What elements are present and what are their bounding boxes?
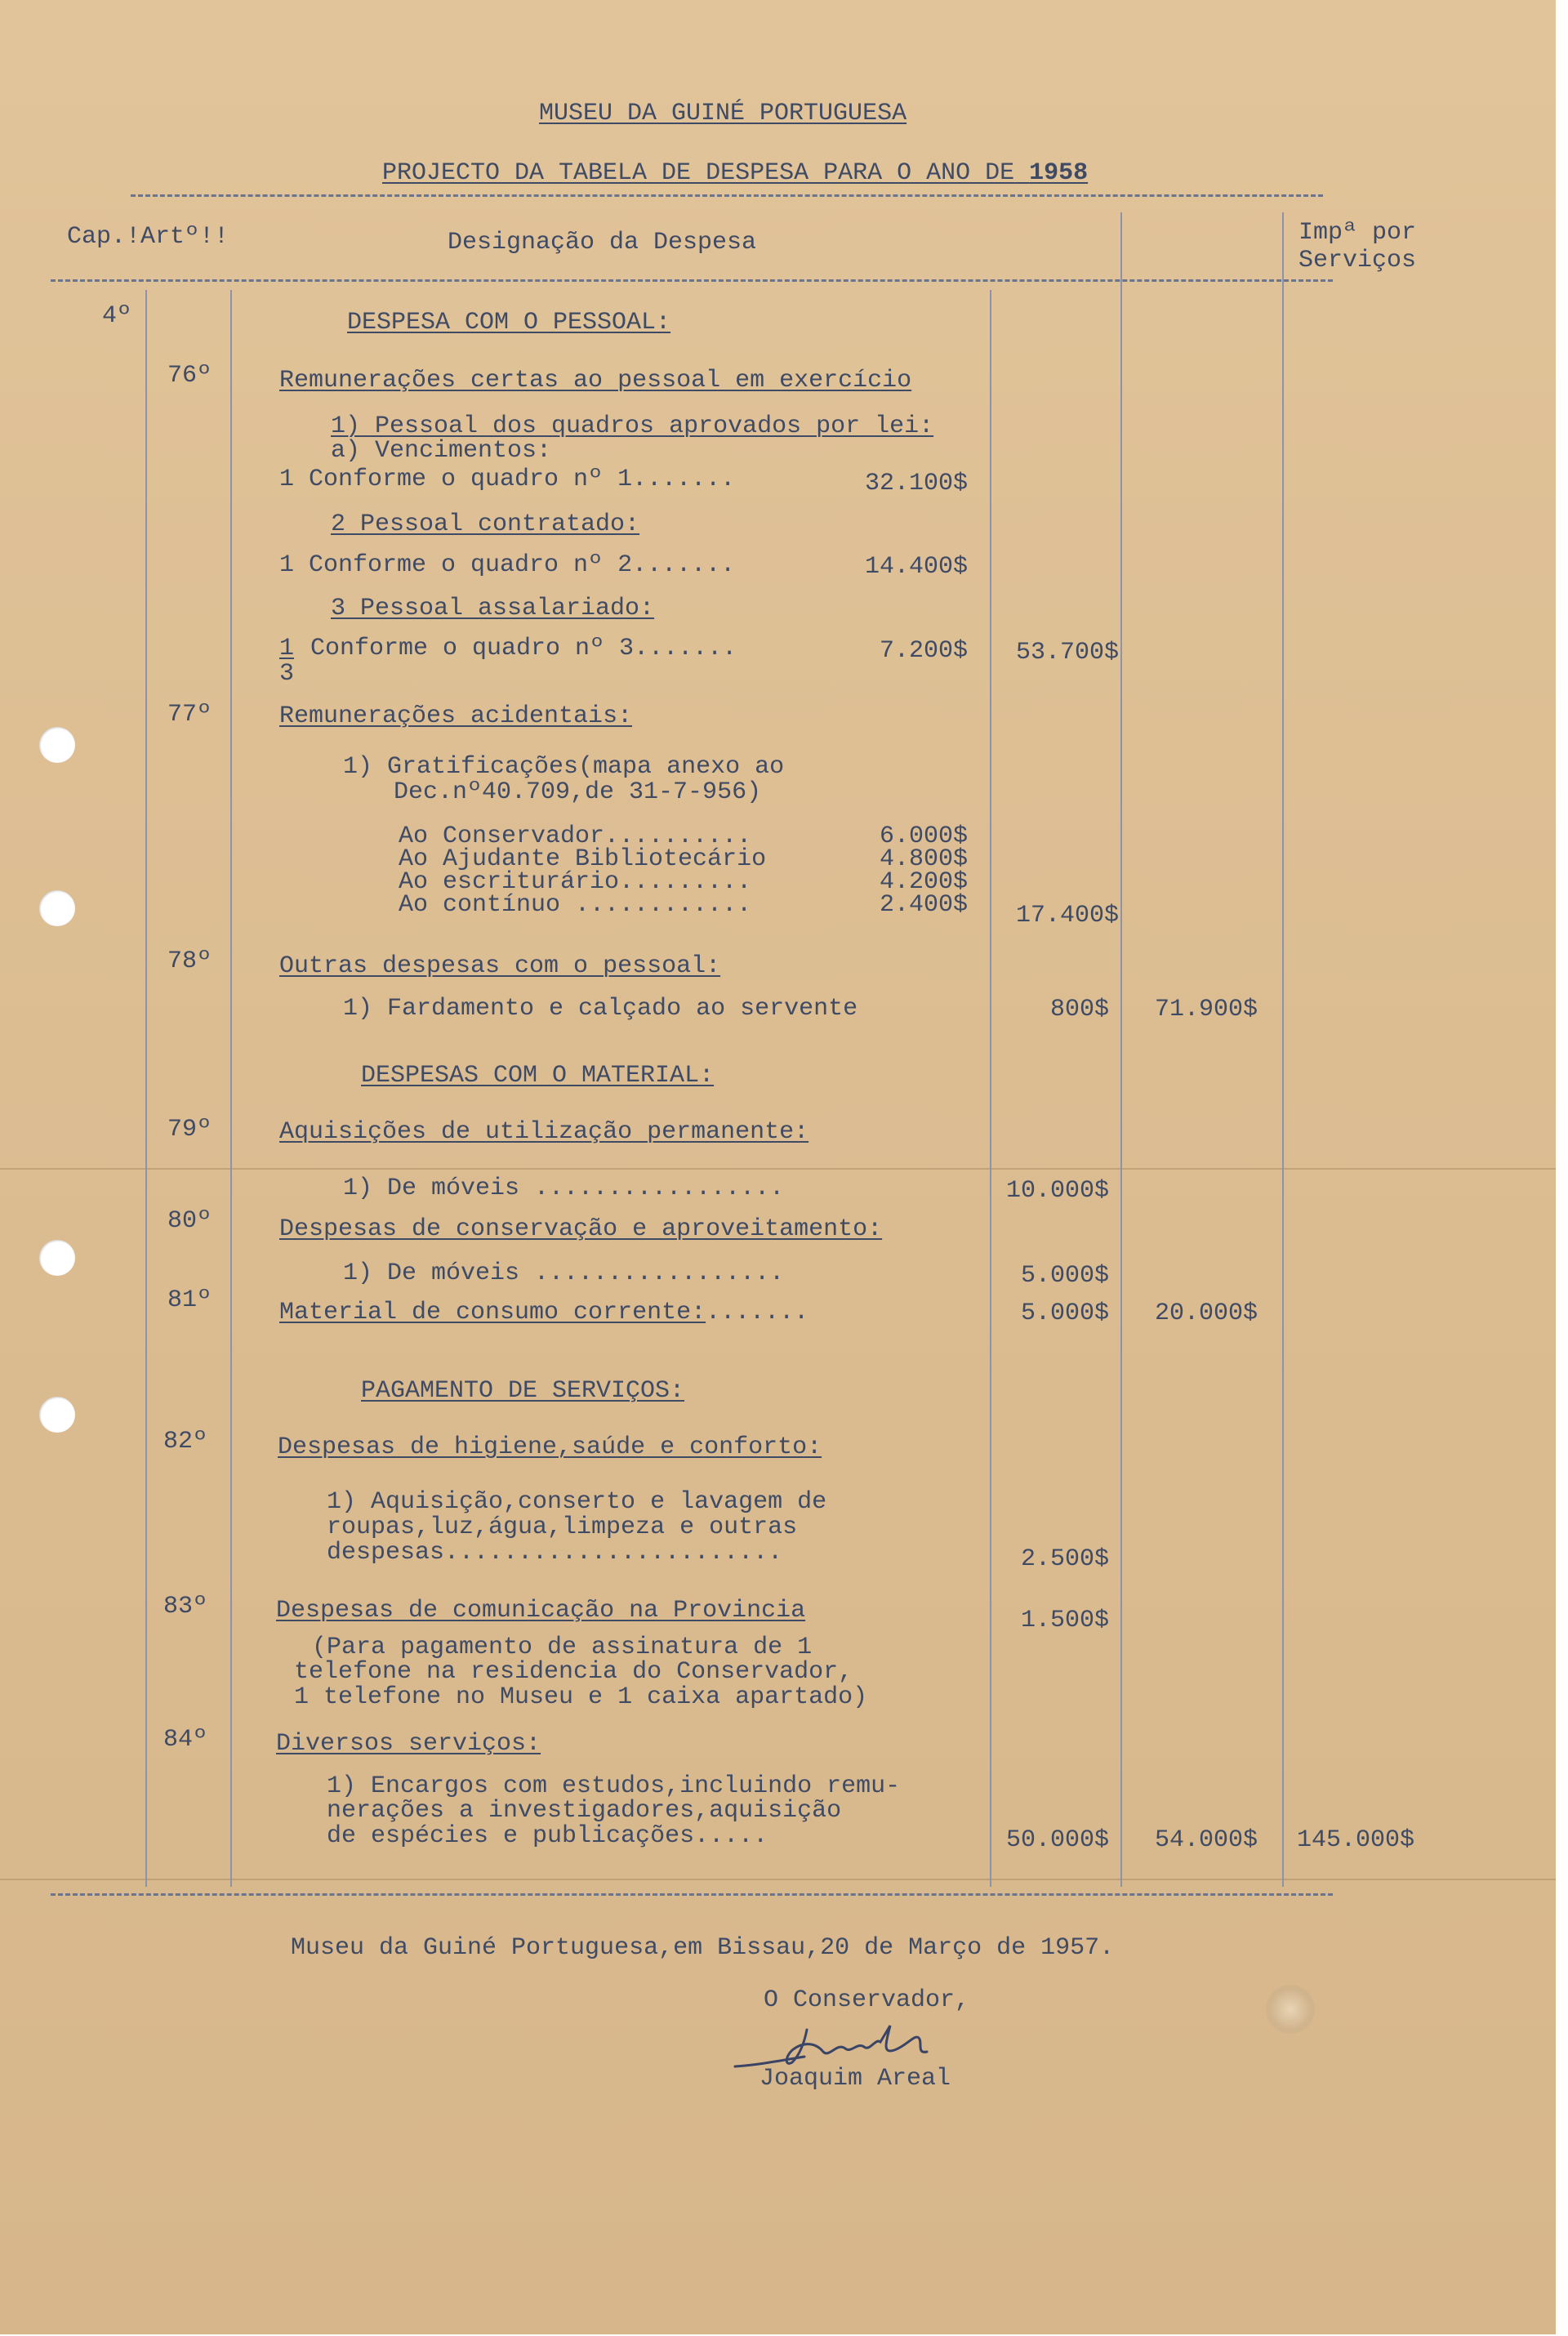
expense-line: 1 Conforme o quadro nº 1....... (279, 466, 736, 493)
signatory-name: Joaquim Areal (760, 2065, 951, 2093)
article-number: 80º (167, 1207, 212, 1235)
fraction-numerator: 1 (279, 635, 295, 662)
article-number: 82º (163, 1428, 208, 1456)
article-number: 79º (167, 1116, 212, 1143)
article-total: 53.700$ (1015, 639, 1119, 666)
column-separator (1120, 212, 1122, 1887)
expense-line: Dec.nº40.709,de 31-7-956) (394, 778, 762, 806)
subsection-title: 2 Pessoal contratado: (331, 510, 640, 538)
article-title: Despesas de comunicação na Provincia (276, 1597, 806, 1625)
chapter-total: 71.900$ (1154, 996, 1258, 1023)
article-number: 84º (163, 1726, 208, 1754)
expense-line: despesas....................... (327, 1539, 783, 1567)
article-number: 83º (163, 1593, 208, 1620)
note-line: 1 telefone no Museu e 1 caixa apartado) (294, 1683, 868, 1711)
amount: 5.000$ (1020, 1262, 1109, 1290)
punch-hole (39, 727, 75, 763)
section-total: 54.000$ (1154, 1826, 1258, 1854)
note-line: (Para pagamento de assinatura de 1 (312, 1634, 813, 1661)
section-servicos: PAGAMENTO DE SERVIÇOS: (361, 1377, 685, 1405)
amount: 5.000$ (1020, 1300, 1109, 1327)
article-title: Remunerações certas ao pessoal em exercício (279, 367, 912, 395)
chapter-number: 4º (102, 302, 132, 330)
signatory-role: O Conservador, (764, 1986, 970, 2014)
subsection-title: 3 Pessoal assalariado: (331, 595, 655, 622)
expense-line: Conforme o quadro nº 3....... (310, 635, 737, 662)
column-imp-label: Impª por (1298, 219, 1417, 247)
amount: 10.000$ (1005, 1177, 1109, 1205)
expense-line: Ao contínuo ............ (399, 891, 752, 919)
amount: 4.200$ (879, 868, 968, 896)
column-separator (1282, 212, 1284, 1887)
museum-heading: MUSEU DA GUINÉ PORTUGUESA (539, 100, 907, 127)
amount: 4.800$ (879, 845, 968, 873)
article-number: 76º (167, 362, 212, 390)
section-pessoal: DESPESA COM O PESSOAL: (347, 309, 671, 337)
punch-hole (39, 890, 75, 926)
column-separator (990, 290, 991, 1887)
expense-line: 1) Gratificações(mapa anexo ao (343, 753, 785, 781)
section-material: DESPESAS COM O MATERIAL: (361, 1062, 715, 1090)
column-servicos-label: Serviços (1298, 247, 1417, 274)
embossed-seal (1266, 1985, 1315, 2034)
header-rule (131, 194, 1323, 197)
article-total: 17.400$ (1015, 902, 1119, 929)
article-title: Despesas de conservação e aproveitamento: (279, 1215, 883, 1243)
amount: 6.000$ (879, 823, 968, 850)
expense-line: 1) De móveis ................. (343, 1175, 785, 1202)
fraction-denominator: 3 (279, 660, 295, 688)
article-title: Despesas de higiene,saúde e conforto: (278, 1433, 822, 1461)
amount: 1.500$ (1020, 1607, 1109, 1634)
footer-rule (51, 1893, 1333, 1896)
article-title: Outras despesas com o pessoal: (279, 952, 721, 980)
article-number: 78º (167, 947, 212, 975)
subsection-title: 1) Pessoal dos quadros aprovados por lei: (331, 412, 934, 440)
expense-line: roupas,luz,água,limpeza e outras (327, 1513, 798, 1541)
article-title: Remunerações acidentais: (279, 702, 633, 730)
article-title: Aquisições de utilização permanente: (279, 1118, 809, 1146)
article-title-row: Material de consumo corrente:....... (279, 1299, 809, 1326)
expense-line: 1) Aquisição,conserto e lavagem de (327, 1488, 827, 1516)
expense-line: Ao Conservador.......... (399, 823, 752, 850)
amount: 50.000$ (1005, 1826, 1109, 1854)
article-title: Diversos serviços: (276, 1730, 541, 1758)
expense-line: 1) De móveis ................. (343, 1259, 785, 1287)
expense-line: 1 Conforme o quadro nº 2....... (279, 551, 736, 579)
document-title: PROJECTO DA TABELA DE DESPESA PARA O ANO DE 1958 (382, 159, 1089, 187)
expense-line: Ao Ajudante Bibliotecário (399, 845, 767, 873)
paper-fold (0, 1168, 1556, 1170)
expense-line: 1) Fardamento e calçado ao servente (343, 995, 858, 1023)
column-designation: Designação da Despesa (448, 229, 757, 256)
article-number: 81º (167, 1286, 212, 1314)
subsection-title: a) Vencimentos: (331, 437, 552, 465)
expense-line: 1) Encargos com estudos,incluindo remu- (327, 1772, 901, 1800)
grand-total: 145.000$ (1296, 1826, 1414, 1854)
punch-hole (39, 1240, 75, 1276)
column-separator (230, 290, 232, 1887)
section-total: 20.000$ (1154, 1300, 1258, 1327)
amount: 7.200$ (879, 637, 968, 665)
amount: 2.500$ (1020, 1545, 1109, 1573)
place-date: Museu da Guiné Portuguesa,em Bissau,20 de Março de 1957. (291, 1934, 1115, 1962)
paper-fold (0, 1879, 1556, 1880)
amount: 32.100$ (864, 470, 968, 497)
expense-line: de espécies e publicações..... (327, 1822, 768, 1850)
note-line: telefone na residencia do Conservador, (294, 1658, 853, 1686)
expense-line: Ao escriturário......... (399, 868, 752, 896)
column-header-rule (51, 279, 1333, 282)
punch-hole (39, 1397, 75, 1433)
article-number: 77º (167, 701, 212, 729)
column-cap-art: Cap.!Artº!! (67, 223, 229, 251)
amount: 2.400$ (879, 891, 968, 919)
expense-line: nerações a investigadores,aquisição (327, 1797, 842, 1825)
amount: 800$ (1049, 996, 1109, 1023)
amount: 14.400$ (864, 553, 968, 581)
column-separator (145, 290, 147, 1887)
